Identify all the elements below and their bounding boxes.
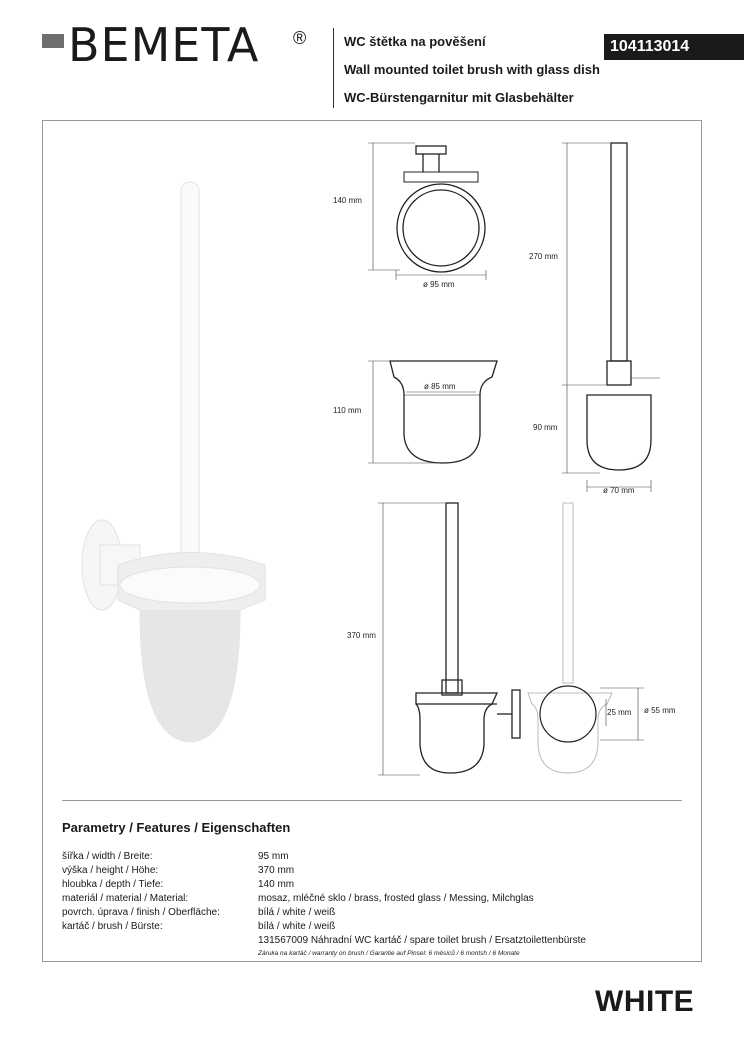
registered-mark: ® xyxy=(293,28,307,48)
feature-value: 370 mm xyxy=(258,865,295,876)
section-divider xyxy=(62,800,682,801)
warranty-note: Záruka na kartáč / warranty on brush / Garantie auf Pinsel: 6 měsíců / 6 montsh / 6 Monate xyxy=(258,950,520,957)
color-label: WHITE xyxy=(595,985,695,1018)
feature-value: mosaz, mléčné sklo / brass, frosted glass / Messing, Milchglas xyxy=(258,893,534,904)
dim-dish-diameter: ø 85 mm xyxy=(424,382,456,391)
dim-dish-height: 110 mm xyxy=(333,406,362,415)
feature-value: bílá / white / weiß xyxy=(258,907,336,918)
assembly-back-view xyxy=(528,503,612,773)
title-german: WC-Bürstengarnitur mit Glasbehälter xyxy=(344,90,574,105)
dim-holder-height: 140 mm xyxy=(333,196,362,205)
dim-total-height: 370 mm xyxy=(347,631,376,640)
dim-brush-length: 270 mm xyxy=(529,252,558,261)
dim-brush-head-height: 90 mm xyxy=(533,423,558,432)
feature-value: 95 mm xyxy=(258,851,289,862)
feature-label: šířka / width / Breite: xyxy=(62,851,153,862)
feature-label: materiál / material / Material: xyxy=(62,893,189,904)
feature-value: 131567009 Náhradní WC kartáč / spare toilet brush / Ersatztoilettenbürste xyxy=(258,935,586,946)
dim-brush-head-diameter: ø 70 mm xyxy=(603,486,635,495)
brush-drawing xyxy=(587,143,651,470)
feature-value: bílá / white / weiß xyxy=(258,921,336,932)
product-photo xyxy=(82,182,265,742)
feature-label: výška / height / Höhe: xyxy=(62,865,159,876)
brand-logo: BEMETA xyxy=(68,18,260,72)
holder-front-view xyxy=(397,146,485,272)
dim-wall-offset: 25 mm xyxy=(607,708,632,717)
title-czech: WC štětka na pověšení xyxy=(344,34,486,49)
features-heading: Parametry / Features / Eigenschaften xyxy=(62,820,291,835)
dim-holder-diameter: ø 95 mm xyxy=(423,280,455,289)
feature-label: kartáč / brush / Bürste: xyxy=(62,921,163,932)
feature-value: 140 mm xyxy=(258,879,295,890)
feature-label: povrch. úprava / finish / Oberfläche: xyxy=(62,907,220,918)
title-english: Wall mounted toilet brush with glass dish xyxy=(344,62,600,77)
feature-label: hloubka / depth / Tiefe: xyxy=(62,879,164,890)
assembly-side-view xyxy=(416,503,520,773)
product-code: 104113014 xyxy=(604,34,744,60)
dim-rosette-diameter: ø 55 mm xyxy=(644,706,676,715)
glass-dish-drawing xyxy=(390,361,497,463)
